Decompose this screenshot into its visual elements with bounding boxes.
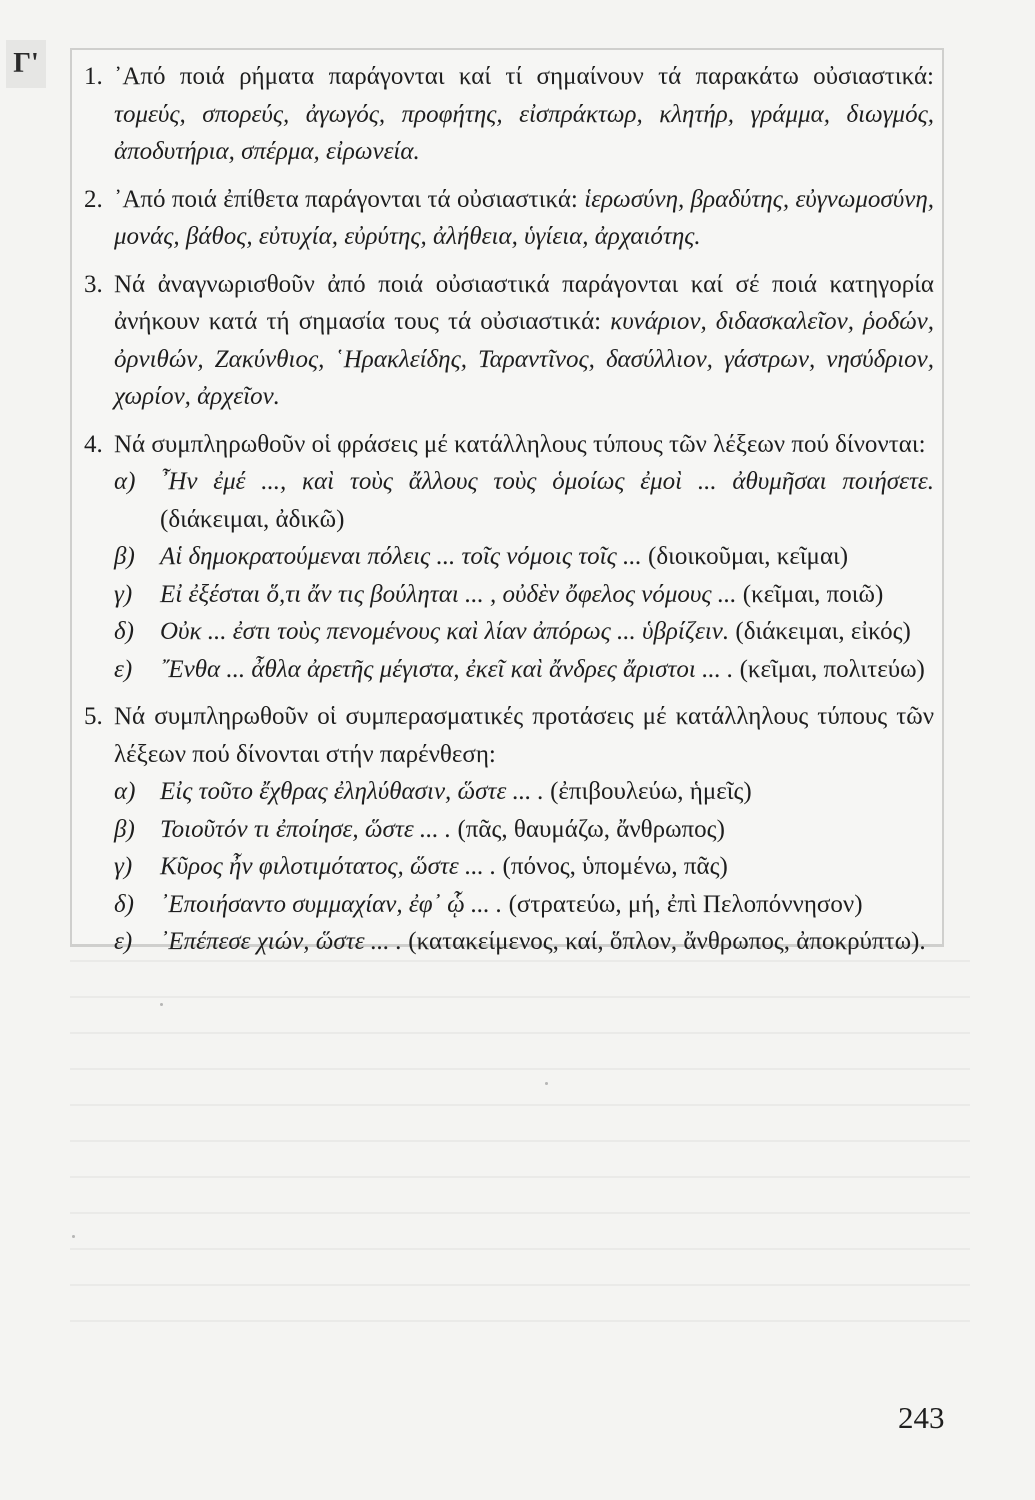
exercise-body [114, 426, 934, 464]
item-label: ε) [114, 655, 133, 683]
paper-speck [72, 1235, 75, 1238]
item-hint: (πᾶς, θαυμάζω, ἄνθρωπος) [457, 815, 725, 843]
item-label: ε) [114, 928, 133, 955]
exercise-instruction: ᾿Από ποιά ἐπίθετα παράγονται τά οὐσιαστικά: [114, 185, 585, 213]
exercise-3 [84, 266, 934, 416]
reverse-side-bleed-through [70, 960, 970, 1360]
item-hint: (κεῖμαι, πολιτεύω) [739, 655, 925, 683]
item-hint: (διάκειμαι, εἰκός) [735, 618, 911, 645]
item-label: γ) [114, 580, 133, 608]
item-sentence: Κῦρος ἦν φιλοτιμότατος, ὥστε ... . [160, 853, 497, 880]
item-sentence: Αἱ δημοκρατούμεναι πόλεις ... τοῖς νόμοις τοῖς ... [160, 543, 642, 570]
paper-speck [545, 1082, 548, 1085]
item-label: β) [114, 815, 135, 843]
exercise-word-list: κυνάριον, διδασκαλεῖον, ῥοδών, ὀρνιθών, Ζακύνθιος, ῾Ηρακλείδης, Ταραντῖνος, δασύλλιον, γάστρων, νησύδριον, χωρίον, ἀρχεῖον. [114, 308, 934, 410]
exercise-item [114, 613, 934, 651]
exercise-number: 3. [84, 270, 103, 298]
item-hint: (κατακείμενος, καί, ὅπλον, ἄνθρωπος, ἀποκρύπτω). [408, 928, 926, 955]
exercise-body [114, 698, 934, 773]
item-sentence: Οὐκ ... ἐστι τοὺς πενομένους καὶ λίαν ἀπόρως ... ὑβρίζειν. [160, 618, 730, 645]
item-label: β) [114, 543, 135, 570]
exercise-instruction: ᾿Από ποιά ρήματα παράγονται καί τί σημαίνουν τά παρακάτω οὐσιαστικά: [114, 63, 934, 90]
item-hint: (κεῖμαι, ποιῶ) [742, 580, 884, 608]
exercise-number: 4. [84, 430, 103, 458]
exercise-word-list: ἱερωσύνη, βραδύτης, εὐγνωμοσύνη, μονάς, βάθος, εὐτυχία, εὐρύτης, ἀλήθεια, ὑγίεια, ἀρχαιότης. [114, 185, 934, 250]
item-sentence: ᾿Επέπεσε χιών, ὥστε ... . [160, 928, 403, 955]
exercise-instruction: Νά συμπληρωθοῦν οἱ συμπερασματικές προτάσεις μέ κατάλληλους τύπους τῶν λέξεων πού δίνονται στήν παρένθεση: [114, 703, 934, 768]
exercise-list [84, 58, 934, 971]
exercise-2 [84, 181, 934, 256]
item-hint: (στρατεύω, μή, ἐπὶ Πελοπόννησον) [508, 890, 863, 918]
item-sentence: Εἰς τοῦτο ἔχθρας ἐληλύθασιν, ὥστε ... . [160, 778, 544, 805]
section-label-text: Γ' [13, 48, 39, 79]
exercise-number: 1. [84, 63, 103, 90]
item-label: δ) [114, 618, 134, 645]
item-label: α) [114, 468, 136, 495]
exercise-item [114, 651, 934, 689]
section-label [6, 40, 46, 88]
page-number: 243 [898, 1400, 945, 1435]
exercise-body [114, 58, 934, 171]
exercise-item [114, 811, 934, 849]
item-hint: (διοικοῦμαι, κεῖμαι) [648, 543, 849, 570]
paper-speck [160, 1003, 163, 1006]
exercise-item [114, 923, 934, 961]
item-hint: (ἐπιβουλεύω, ἡμεῖς) [550, 778, 752, 805]
exercise-number: 2. [84, 185, 103, 213]
item-sentence: ῏Ην ἐμέ ..., καὶ τοὺς ἄλλους τοὺς ὁμοίως ἐμοὶ ... ἀθυμῆσαι ποιήσετε. [160, 468, 934, 495]
exercise-item [114, 848, 934, 886]
exercise-item [114, 576, 934, 614]
item-hint: (πόνος, ὑπομένω, πᾶς) [502, 853, 728, 880]
item-label: α) [114, 778, 136, 805]
exercise-instruction: Νά συμπληρωθοῦν οἱ φράσεις μέ κατάλληλους τύπους τῶν λέξεων πού δίνονται: [114, 430, 926, 458]
item-sentence: ᾿Εποιήσαντο συμμαχίαν, ἐφ᾿ ᾧ ... . [160, 890, 503, 918]
exercise-item [114, 886, 934, 924]
exercise-body [114, 266, 934, 416]
exercise-5 [84, 698, 934, 961]
exercise-item [114, 773, 934, 811]
item-label: γ) [114, 853, 133, 880]
exercise-word-list: τομεύς, σπορεύς, ἀγωγός, προφήτης, εἰσπράκτωρ, κλητήρ, γράμμα, διωγμός, ἀποδυτήρια, σπέρμα, εἰρωνεία. [114, 100, 934, 165]
exercise-item [114, 463, 934, 538]
exercise-item [114, 538, 934, 576]
exercise-instruction: Νά ἀναγνωρισθοῦν ἀπό ποιά οὐσιαστικά παράγονται καί σέ ποιά κατηγορία ἀνήκουν κατά τή σημασία τους τά οὐσιαστικά: [114, 270, 934, 335]
item-sentence: Εἰ ἐξέσται ὅ,τι ἄν τις βούληται ... , οὐδὲν ὄφελος νόμους ... [160, 580, 737, 608]
item-label: δ) [114, 890, 134, 918]
item-hint: (διάκειμαι, ἀδικῶ) [160, 505, 345, 533]
exercise-1 [84, 58, 934, 171]
exercise-4 [84, 426, 934, 689]
exercise-body [114, 181, 934, 256]
exercise-number: 5. [84, 703, 103, 730]
item-sentence: ῎Ενθα ... ἆθλα ἀρετῆς μέγιστα, ἐκεῖ καὶ ἄνδρες ἄριστοι ... . [160, 655, 734, 683]
item-sentence: Τοιοῦτόν τι ἐποίησε, ὥστε ... . [160, 815, 452, 843]
